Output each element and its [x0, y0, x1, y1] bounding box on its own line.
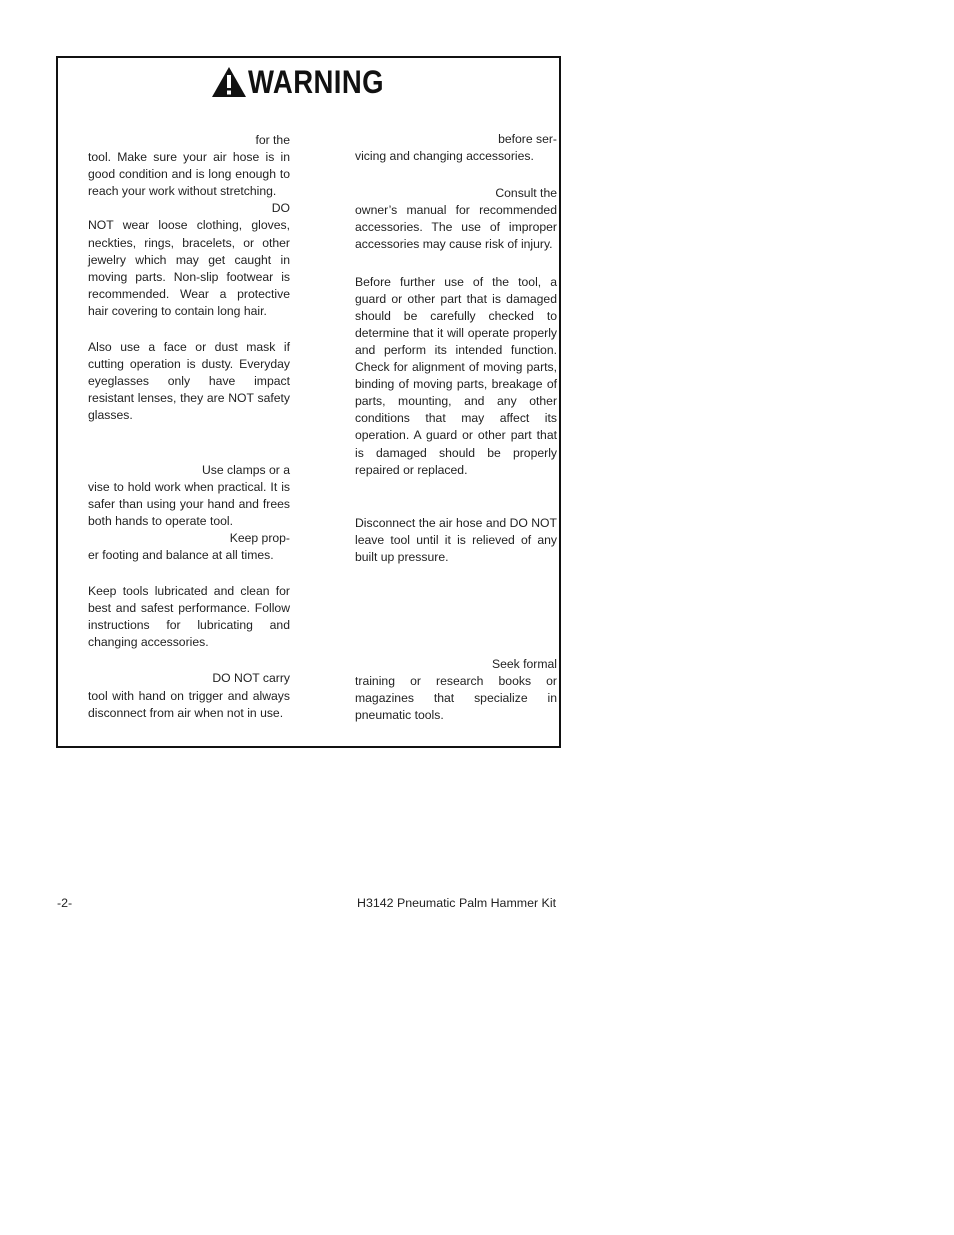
right-p5-lead: Seek formal [491, 656, 557, 671]
page-number: -2- [57, 896, 73, 910]
document-title: H3142 Pneumatic Palm Hammer Kit [357, 896, 557, 910]
left-p5-lead: Keep prop- [229, 530, 290, 545]
left-p5-body: er footing and balance at all times. [88, 547, 274, 562]
right-column [355, 131, 557, 724]
left-column [88, 132, 290, 722]
left-p6: Keep tools lubricated and clean for best and safest performance. Follow instructions for lubricating and changing accessories. [88, 584, 290, 650]
right-p3: Before further use of the tool, a guard or other part that is damaged should be carefully checked to determine that it will operate properly and perform its intended function. Check for alignment of moving parts, binding of moving parts, breakage of parts, mounting, and any other conditions that may affect its operation. A guard or other part that is damaged should be properly repaired or replaced. [355, 274, 557, 477]
left-p3: Also use a face or dust mask if cutting operation is dusty. Everyday eyeglasses only have impact resistant lenses, they are NOT safety glasses. [88, 340, 290, 423]
left-p1-lead: for the [255, 133, 290, 147]
warning-title: WARNING [247, 64, 384, 100]
right-p2-lead: Consult the [495, 186, 557, 201]
right-p1-body: vicing and changing accessories. [355, 149, 534, 164]
right-p2-body: owner’s manual for recommended accessories. The use of improper accessories may cause risk of injury. [355, 203, 557, 252]
left-p7-body: tool with hand on trigger and always disconnect from air when not in use. [88, 688, 290, 720]
left-p4-body: vise to hold work when practical. It is safer than using your hand and frees both hands to operate tool. [88, 479, 290, 528]
right-p4: Disconnect the air hose and DO NOT leave tool until it is relieved of any built up pressure. [355, 515, 557, 564]
left-p4-lead: Use clamps or a [201, 462, 290, 477]
left-p2-lead: DO [271, 201, 290, 216]
warning-header [58, 62, 559, 102]
right-p5-body: training or research books or magazines that specialize in pneumatic tools. [355, 674, 557, 723]
right-p1-lead: before ser- [498, 132, 557, 146]
left-p7-lead: DO NOT carry [212, 671, 290, 686]
exclamation-triangle-icon [211, 66, 247, 98]
left-p2-body: NOT wear loose clothing, gloves, neckties, rings, bracelets, or other jewelry which may get caught in moving parts. Non-slip footwear is recommended. Wear a protective hair covering to contain long hair. [88, 218, 290, 318]
left-p1-body: tool. Make sure your air hose is in good condition and is long enough to reach your work without stretching. [88, 150, 290, 199]
